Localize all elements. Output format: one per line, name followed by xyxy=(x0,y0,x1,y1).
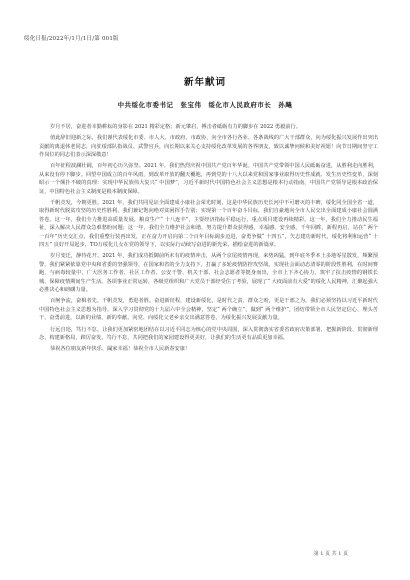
article-body xyxy=(39,123,378,356)
article-title: 新年献词 xyxy=(183,77,226,88)
paragraph: 值此辞旧迎新之际，我们谨代表绥化市委、市人大、市政府、市政协，向全市各行各业、各条战线的广大干部群众，向为绥化振兴发展作出突出贡献的离退休老同志，向驻绥部队指战员、武警官兵，向长期以来关心支持绥化改革发展的各界朋友，致以诚挚问候和美好祝愿！向节日期间坚守工作岗位的同志们表示深深敬意！ xyxy=(39,135,378,159)
publication-header: 绥化日报/2022年/1月/1日/第 001版 xyxy=(24,36,119,42)
article-byline: 中共绥化市委书记 张宝伟 绥化市人民政府市长 孙飚 xyxy=(117,101,293,109)
paragraph: 岁月变迁，静待花开。2021 年，我们成功抵御前所未有的疫情冲击，从两个京尾疫情再现，来势凶猛，到年底冬季本土多地零星散发，频繁预警，我们紧紧依靠党中央和省委的坚强领导，在国家和省的全力支持下，打赢了多轮疫情防控攻坚战，实现社会面动态清零的阶段性胜利，在时间赛跑、与病毒较量中，广大医务工作者、社区工作者、公安干警、机关干部、社会志愿者等挺身而出，全市上下齐心协力，筑牢了抗击疫情的钢铁长城，保障疫情期间生产生活、各项事业正常运转，各级党组织和广大党员干部经受住了考验，展现了“ 大疫面前有大爱”的绥化人民精神，汇聚起强大必胜决心和磅礴力量。 xyxy=(39,253,378,294)
paragraph: 恭祝各位朋友新年快乐、阖家幸福！恭祝全市人民新春安康！ xyxy=(50,346,191,353)
paragraph: 行远自迩，笃行不怠。让我们更加紧密地团结在以习近平同志为核心的党中央周围，深入贯彻落实省委省政府决策部署，把握新阶段、贯彻新理念、构建新格局，踔厉奋发、笃行不怠，共同把我们的家园建设得更美好，让我们的生活更有品质更加幸福。 xyxy=(39,326,378,342)
paragraph: 百舸争流，奋楫者先。千帆竞发，勇进者胜。奋进新征程，建设新绥化，是时代之责、群众之盼，更是干部之为。我们必须坚持以习近平新时代中国特色社会主义思想为指导，深入学习贯彻党的十九届六中全会精神，坚定“ 两个确立”，做到“ 两个维护”，团结带领全市人民坚定信心、埋头苦干、奋勇前进，以新的业绩、新的奉献，向党、向绥化父老乡亲交出满意答卷，为绥化振兴发展贡献力量。 xyxy=(39,298,378,322)
page-number: 第 1 页 共 1 页 xyxy=(313,551,348,557)
paragraph: 岁月不居，奋进者幸勤耕耘的身影在 2021 精彩定格；新元肇启，搏击者砥砺有力的脚步在 2022 勇毅前行。 xyxy=(50,124,301,130)
paragraph: 千帆竞发，今朝更胜。2021 年，我们共同见证全面建成小康社会荣光时刻，这是中华民族历史长河中不可磨灭的丰碑，绥化同全国全省一道，取得新时代脱贫攻坚的历史性胜利，我们兼记饱向绝对贫困挥手告别；实现第一个百年奋斗目标，我们自豪地向全市人民交出全面建成小康社会圆满答卷。这一年，我们全力推进高质量发展，粮食生产“ 十八连丰”，主要经济指标平稳运行，重点项目建设再续精彩。这一年，我们全力推动民生福祉，深入解决人民群众急难愁盼问题；这一年，我们全力维护社会和谐，努力提升群众获得感、幸福感、安全感，千年回眸，新程再启，站在“ 两个一百年”历史交汇点，我们重整行装再出发，正在奋力开启向第二个百年目标阔步迈进，奋勇争做“ 十四五”，矢志建功新时代，绥化将利和运营“ 十四五” 良好开局起步，TO万绥化儿女在党的领导下，以实际行动续写奋进的新光荣、描绘奋进的新篇章。 xyxy=(39,199,378,249)
paragraph: 百年征程波澜壮阔，百年初心历久弥坚。2021 年，我们热烈庆祝中国共产党百年华诞。中国共产党带领中国人民砥砺奋进，从胜利走向胜利，从来没有停下脚步。回望中国成立的百年风雨，到改革开放的翻天覆地，再到党的十八大以来党和国家事业取得历史性成就、发生历史性变革，深刻昭示一个颠扑不破的真理：实现中华民族伟大复兴“ 中国梦”，习近平新时代中国特色社会主义思想是根本行动指南，中国共产党领导是根本政治保证，中国特色社会主义制度是根本制度保障。 xyxy=(39,163,378,195)
